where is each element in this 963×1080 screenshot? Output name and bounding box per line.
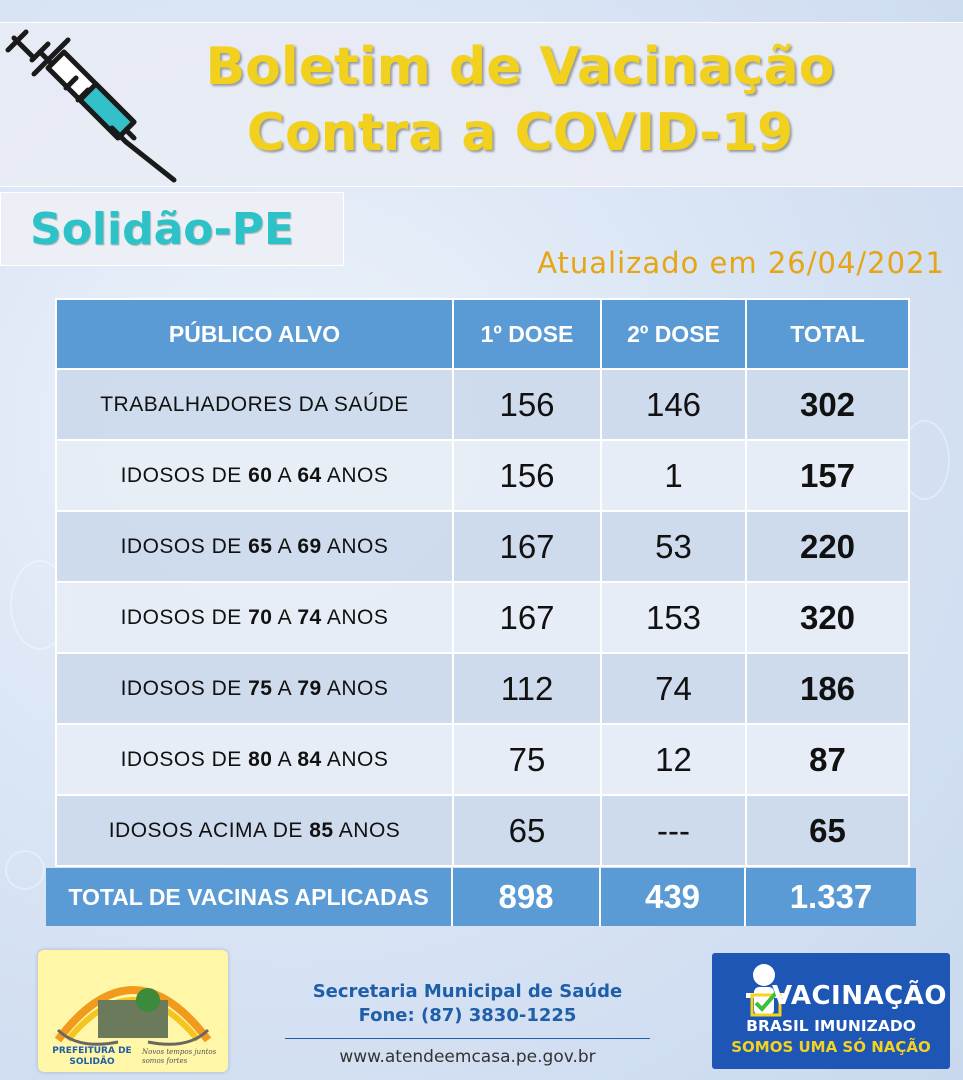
second-dose-cell: 153 [601,582,746,653]
group-text: ANOS [333,818,401,842]
group-text: ANOS [321,676,389,700]
group-text: ANOS [321,605,389,629]
age-number: 74 [297,605,322,629]
table-header-row [56,299,909,369]
background-bubble [5,850,45,890]
total-cell: 186 [746,653,909,724]
table-row [56,369,909,440]
second-dose-cell: 53 [601,511,746,582]
age-number: 85 [309,818,334,842]
group-text: IDOSOS DE [120,605,249,629]
first-dose-cell: 65 [453,795,601,866]
group-text: IDOSOS ACIMA DE [108,818,310,842]
age-number: 69 [297,534,322,558]
group-text: A [272,463,298,487]
total-cell: 220 [746,511,909,582]
table-row [56,795,909,866]
second-dose-cell: 1 [601,440,746,511]
updated-date: Atualizado em 26/04/2021 [537,246,945,280]
group-text: IDOSOS DE [120,676,249,700]
footer-contact [285,980,650,1067]
column-header-target-group: PÚBLICO ALVO [56,299,453,369]
group-text: ANOS [321,463,389,487]
vaccination-table [55,298,910,867]
second-dose-cell: 74 [601,653,746,724]
group-text: ANOS [321,747,389,771]
target-group-cell [56,511,453,582]
group-text: IDOSOS DE [120,463,249,487]
target-group-cell [56,582,453,653]
total-cell: 65 [746,795,909,866]
first-dose-cell: 167 [453,582,601,653]
totals-first-dose: 898 [453,868,601,926]
target-group-cell [56,369,453,440]
group-text: A [272,605,298,629]
age-number: 79 [297,676,322,700]
prefeitura-logo-name: PREFEITURA DE SOLIDÃO [52,1046,132,1067]
city-name: Solidão-PE [30,204,295,255]
vacinacao-subtitle-1: BRASIL IMUNIZADO [746,1017,916,1035]
target-group-cell [56,653,453,724]
group-text: ANOS [321,534,389,558]
target-group-cell [56,724,453,795]
footer-divider [285,1038,650,1039]
table-row [56,653,909,724]
total-cell: 320 [746,582,909,653]
prefeitura-logo-slogan: Novos tempos juntos somos fortes [142,1048,217,1065]
first-dose-cell: 112 [453,653,601,724]
vacinacao-brasil-logo [712,953,950,1069]
second-dose-cell: 12 [601,724,746,795]
table-row [56,724,909,795]
title-line-1: Boletim de Vacinação [205,37,835,97]
table-row [56,440,909,511]
syringe-icon [4,24,180,184]
age-number: 60 [248,463,273,487]
secretaria-phone: Fone: (87) 3830-1225 [358,1005,577,1026]
first-dose-cell: 167 [453,511,601,582]
table-row [56,511,909,582]
website-link[interactable]: www.atendeemcasa.pe.gov.br [339,1047,596,1067]
first-dose-cell: 75 [453,724,601,795]
group-text: A [272,747,298,771]
group-text: IDOSOS DE [120,534,249,558]
column-header-first-dose: 1º DOSE [453,299,601,369]
bulletin-title [175,34,865,166]
column-header-total: TOTAL [746,299,909,369]
group-text: A [272,534,298,558]
target-group-cell [56,795,453,866]
target-group-cell [56,440,453,511]
age-number: 75 [248,676,273,700]
totals-total: 1.337 [746,868,916,926]
totals-row [46,868,916,926]
totals-second-dose: 439 [601,868,746,926]
vacinacao-title: VACINAÇÃO [772,981,947,1011]
total-cell: 87 [746,724,909,795]
age-number: 70 [248,605,273,629]
group-text: A [272,676,298,700]
secretaria-name: Secretaria Municipal de Saúde [312,981,623,1002]
table-row [56,582,909,653]
group-text: TRABALHADORES DA SAÚDE [100,392,409,416]
total-cell: 302 [746,369,909,440]
vacinacao-subtitle-2: SOMOS UMA SÓ NAÇÃO [731,1038,931,1056]
total-cell: 157 [746,440,909,511]
group-text: IDOSOS DE [120,747,249,771]
first-dose-cell: 156 [453,440,601,511]
first-dose-cell: 156 [453,369,601,440]
second-dose-cell: 146 [601,369,746,440]
age-number: 65 [248,534,273,558]
age-number: 84 [297,747,322,771]
column-header-second-dose: 2º DOSE [601,299,746,369]
prefeitura-solidao-logo [38,950,228,1072]
age-number: 64 [297,463,322,487]
title-line-2: Contra a COVID-19 [246,103,794,163]
totals-label: TOTAL DE VACINAS APLICADAS [46,868,453,926]
second-dose-cell: --- [601,795,746,866]
age-number: 80 [248,747,273,771]
